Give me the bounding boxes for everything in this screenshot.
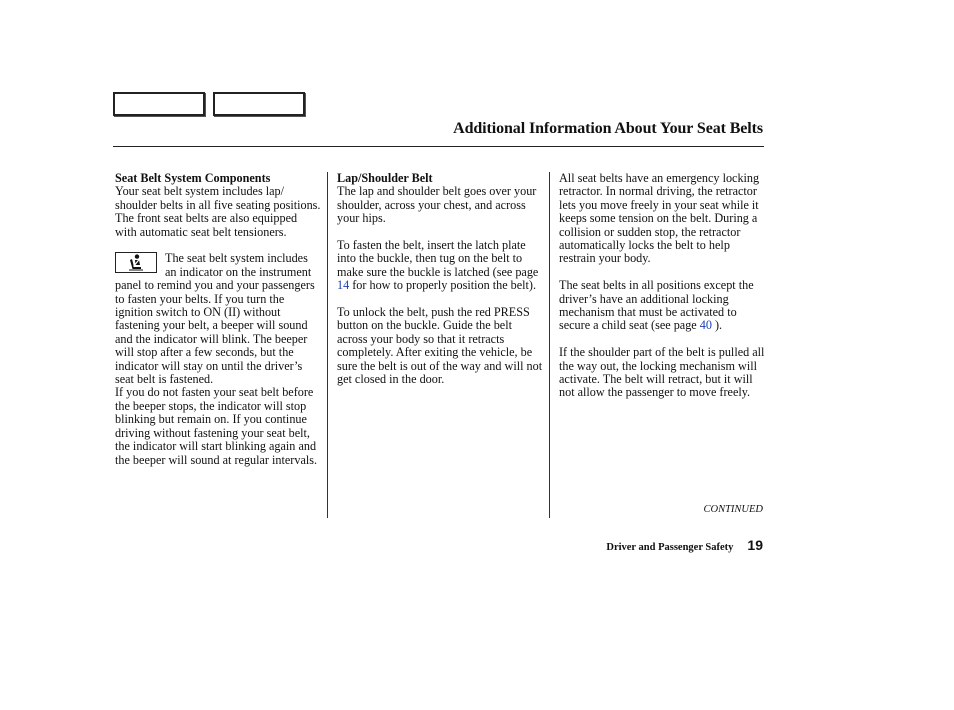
- footer-section-title: Driver and Passenger Safety: [606, 542, 734, 553]
- paragraph: All seat belts have an emergency locking retractor. In normal driving, the retractor lets you move freely in your seat while it keeps some tension on the belt. During a collision or sudden stop, the retractor automatically locks the belt to help restrain your body.: [559, 171, 760, 266]
- nav-button-back[interactable]: [113, 92, 205, 116]
- paragraph: To unlock the belt, push the red PRESS button on the buckle. Guide the belt across your body so that it retracts completely. After exiting the vehicle, be sure the belt is out of the way and will not get closed in the door.: [337, 305, 543, 387]
- title-divider: [113, 146, 764, 147]
- column-3: [559, 172, 765, 400]
- paragraph: Your seat belt system includes lap/ shoulder belts in all five seating positions. The front seat belts are also equipped with automatic seat belt tensioners.: [115, 184, 321, 239]
- page-link-14[interactable]: 14: [337, 278, 350, 293]
- column-1: [115, 172, 321, 467]
- paragraph: The seat belt system includes an indicator on the instrument panel to remind you and your passengers to fasten your belts. If you turn the ignition switch to ON (II) without fastening your belt, a beeper will sound and the indicator will blink. The beeper will stop after a few seconds, but the indicator will stay on until the driver’s seat belt is fastened.: [115, 251, 315, 387]
- paragraph-text: ).: [711, 318, 723, 333]
- column-divider: [549, 172, 550, 518]
- section-heading: Lap/Shoulder Belt: [337, 171, 433, 185]
- paragraph: [559, 279, 765, 333]
- page-title: Additional Information About Your Seat Belts: [453, 120, 763, 137]
- nav-button-forward[interactable]: [213, 92, 305, 116]
- indicator-paragraph-block: [115, 252, 321, 467]
- paragraph: If you do not fasten your seat belt before the beeper stops, the indicator will stop blinking but remain on. If you continue driving without fastening your seat belt, the indicator will start blinking again and the beeper will sound at regular intervals.: [115, 385, 318, 467]
- page-footer: [520, 537, 763, 555]
- page-link-40[interactable]: 40: [699, 318, 712, 333]
- paragraph: [337, 239, 543, 293]
- paragraph: The lap and shoulder belt goes over your shoulder, across your chest, and across your hips.: [337, 184, 537, 226]
- column-2: [337, 172, 543, 386]
- seat-belt-reminder-icon: [115, 252, 157, 273]
- paragraph-text: The seat belts in all positions except the driver’s have an additional locking mechanism that must be activated to secure a child seat (see page: [559, 278, 754, 333]
- section-heading: Seat Belt System Components: [115, 171, 271, 185]
- paragraph-text: for how to properly position the belt).: [349, 278, 537, 293]
- page-number: 19: [747, 537, 763, 553]
- continued-label: CONTINUED: [703, 504, 763, 515]
- paragraph: If the shoulder part of the belt is pulled all the way out, the locking mechanism will activate. The belt will retract, but it will not allow the passenger to move freely.: [559, 345, 765, 400]
- paragraph-text: To fasten the belt, insert the latch plate into the buckle, then tug on the belt to make sure the buckle is latched (see page: [337, 238, 539, 279]
- column-divider: [327, 172, 328, 518]
